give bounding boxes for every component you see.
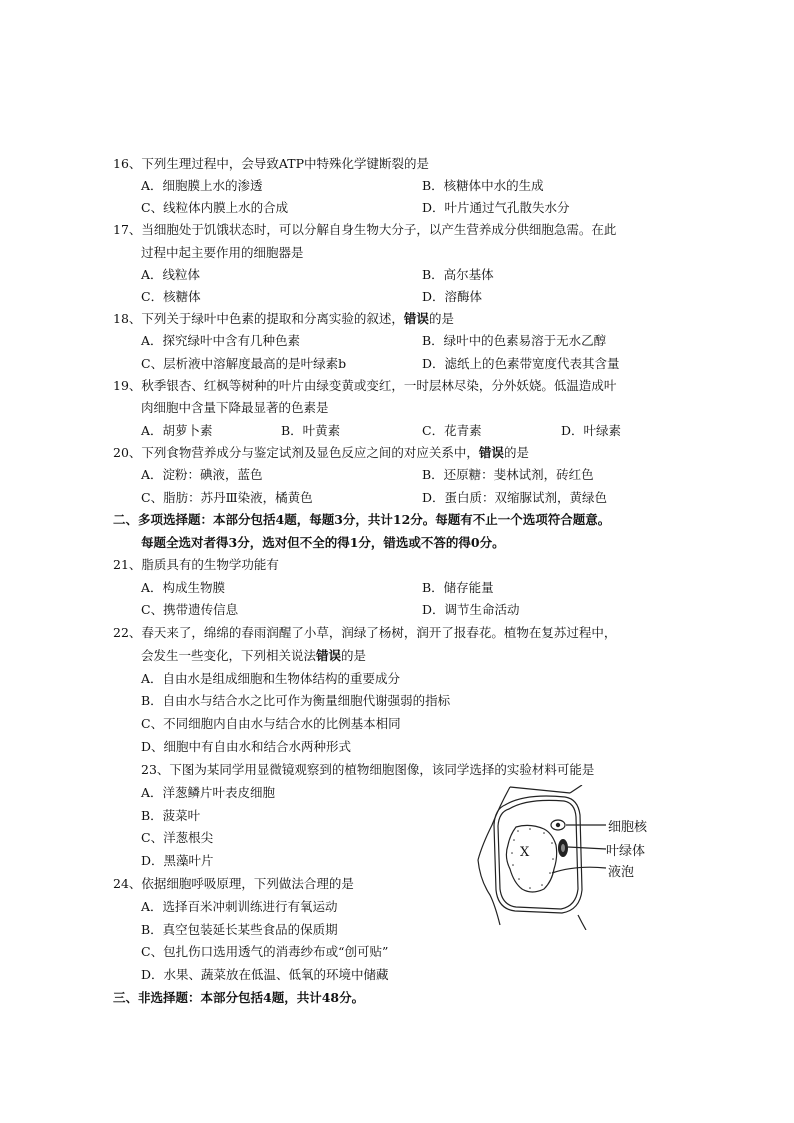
q24-option-a: A．选择百米冲刺训练进行有氧运动 [141, 899, 338, 914]
figure-label-nucleus: 细胞核 [608, 820, 648, 835]
neighbor-cell-wall [510, 787, 570, 793]
q17-option-b: B．高尔基体 [422, 267, 494, 282]
q19-stem-line2: 肉细胞中含量下降最显著的色素是 [141, 400, 329, 415]
q18-stem [113, 311, 454, 327]
q21-stem: 21、脂质具有的生物学功能有 [113, 557, 279, 572]
q16-option-c: C、线粒体内膜上水的合成 [141, 200, 289, 215]
figure-label-chloroplast: 叶绿体 [606, 844, 646, 859]
q19-option-a: A．胡萝卜素 [141, 423, 213, 438]
q17-stem-line1: 17、当细胞处于饥饿状态时，可以分解自身生物大分子，以产生营养成分供细胞急需。在此 [113, 222, 617, 237]
section2-scoring: 每题全选对者得3分，选对但不全的得1分，错选或不答的得0分。 [141, 535, 505, 550]
q23-option-d: D．黑藻叶片 [141, 853, 214, 868]
section2-heading: 二、多项选择题：本部分包括4题，每题3分，共计12分。每题有不止一个选项符合题意。 [113, 512, 611, 527]
q17-stem-line2: 过程中起主要作用的细胞器是 [141, 245, 304, 260]
q23-option-c: C、洋葱根尖 [141, 830, 214, 845]
q18-option-d: D．滤纸上的色素带宽度代表其含量 [422, 356, 620, 371]
q24-option-c: C、包扎伤口选用透气的消毒纱布或“创可贴” [141, 944, 389, 959]
vacuole-leader-line [552, 867, 606, 873]
q20-option-a: A．淀粉：碘液，蓝色 [141, 467, 263, 482]
q16-option-d: D．叶片通过气孔散失水分 [422, 200, 570, 215]
q22-option-b: B．自由水与结合水之比可作为衡量细胞代谢强弱的指标 [141, 693, 451, 708]
q17-option-d: D．溶酶体 [422, 289, 483, 304]
q22-stem-post: 的是 [341, 648, 367, 663]
q24-option-b: B．真空包装延长某些食品的保质期 [141, 922, 338, 937]
chloroplast-leader-line [568, 847, 606, 849]
q23-option-b: B．菠菜叶 [141, 808, 201, 823]
q20-option-c: C、脂肪：苏丹Ⅲ染液，橘黄色 [141, 490, 313, 505]
q22-option-a: A．自由水是组成细胞和生物体结构的重要成分 [141, 671, 401, 686]
q20-stem [113, 445, 529, 461]
q23-stem: 23、下图为某同学用显微镜观察到的植物细胞图像，该同学选择的实验材料可能是 [141, 762, 595, 777]
vacuole-outline [506, 825, 556, 892]
neighbor-cell-wall [570, 785, 582, 793]
figure-label-vacuole: 液泡 [608, 865, 635, 880]
q20-option-d: D．蛋白质：双缩脲试剂，黄绿色 [422, 490, 608, 505]
q23-option-a: A．洋葱鳞片叶表皮细胞 [141, 785, 276, 800]
figure-label-x: X [520, 845, 530, 860]
q18-stem-post: 的是 [428, 311, 454, 326]
plant-cell-figure [470, 785, 660, 930]
q24-stem: 24、依据细胞呼吸原理，下列做法合理的是 [113, 876, 354, 891]
q19-option-c: C．花青素 [422, 423, 482, 438]
q22-option-c: C、不同细胞内自由水与结合水的比例基本相同 [141, 716, 401, 731]
q21-option-c: C、携带遗传信息 [141, 602, 239, 617]
q18-option-a: A．探究绿叶中含有几种色素 [141, 333, 301, 348]
q22-option-d: D、细胞中有自由水和结合水两种形式 [141, 739, 352, 754]
q22-stem-line1: 22、春天来了，绵绵的春雨润醒了小草，润绿了杨树，润开了报春花。植物在复苏过程中， [113, 625, 617, 640]
q21-option-a: A．构成生物膜 [141, 580, 226, 595]
q19-option-b: B．叶黄素 [281, 423, 341, 438]
q16-stem: 16、下列生理过程中，会导致ATP中特殊化学键断裂的是 [113, 156, 429, 171]
q22-stem-emphasis: 错误 [316, 648, 342, 663]
q18-stem-pre: 18、下列关于绿叶中色素的提取和分离实验的叙述， [113, 311, 404, 326]
section3-heading: 三、非选择题：本部分包括4题，共计48分。 [113, 990, 365, 1005]
q16-option-b: B．核糖体中水的生成 [422, 178, 544, 193]
q18-option-b: B．绿叶中的色素易溶于无水乙醇 [422, 333, 607, 348]
q22-stem-line2 [141, 648, 366, 664]
q18-option-c: C、层析液中溶解度最高的是叶绿素b [141, 356, 347, 371]
cell-wall-outer [494, 796, 582, 913]
q20-stem-emphasis: 错误 [478, 445, 504, 460]
q21-option-b: B．储存能量 [422, 580, 494, 595]
q20-stem-pre: 20、下列食物营养成分与鉴定试剂及显色反应之间的对应关系中， [113, 445, 479, 460]
q16-option-a: A．细胞膜上水的渗透 [141, 178, 263, 193]
q24-option-d: D．水果、蔬菜放在低温、低氧的环境中储藏 [141, 967, 389, 982]
q21-option-d: D．调节生命活动 [422, 602, 520, 617]
q22-stem-pre: 会发生一些变化，下列相关说法 [141, 648, 317, 663]
q20-option-b: B．还原糖：斐林试剂，砖红色 [422, 467, 594, 482]
q18-stem-emphasis: 错误 [403, 311, 429, 326]
q19-option-d: D．叶绿素 [561, 423, 622, 438]
q17-option-a: A．线粒体 [141, 267, 201, 282]
q20-stem-post: 的是 [503, 445, 529, 460]
q19-stem-line1: 19、秋季银杏、红枫等树种的叶片由绿变黄或变红，一时层林尽染，分外妖娆。低温造成叶 [113, 378, 617, 393]
neighbor-cell-wall [578, 915, 586, 930]
q17-option-c: C．核糖体 [141, 289, 201, 304]
